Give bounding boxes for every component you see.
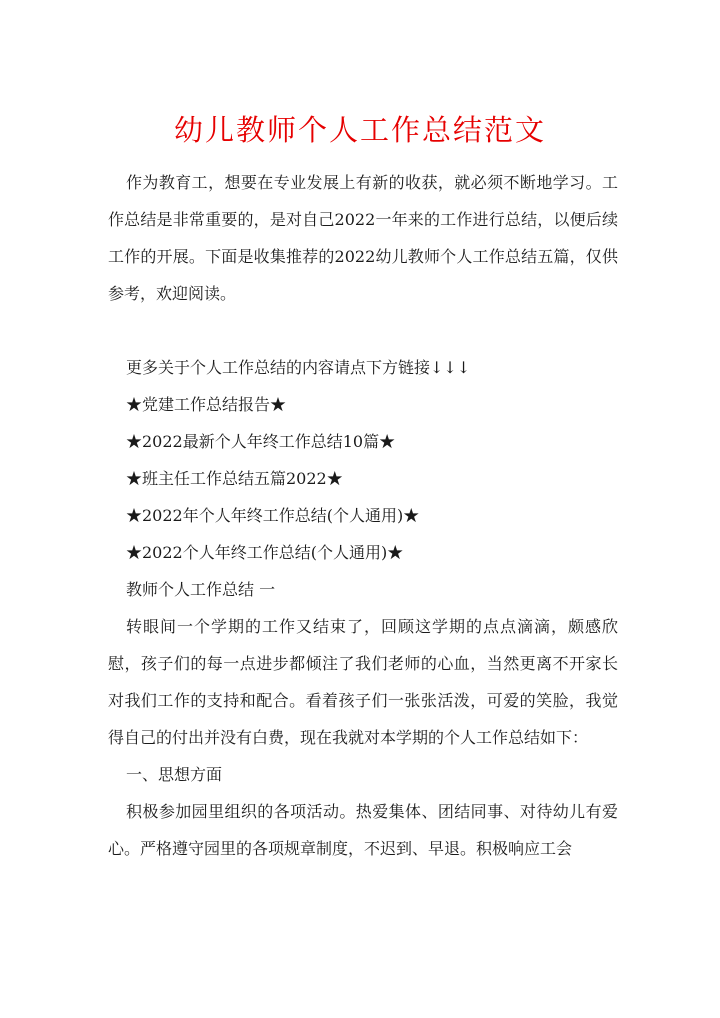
summary-paragraph: 转眼间一个学期的工作又结束了，回顾这学期的点点滴滴，颇感欣慰，孩子们的每一点进步都倾注了我们老师的心血，当然更离不开家长对我们工作的支持和配合。看着孩子们一张张活泼，可爱的笑脸，我觉得自己的付出并没有白费，现在我就对本学期的个人工作总结如下：	[108, 617, 618, 747]
link-year-end-general-1[interactable]: ★2022年个人年终工作总结(个人通用)★	[126, 506, 420, 525]
section-heading: 教师个人工作总结 一	[126, 580, 276, 599]
subheading-thought: 一、思想方面	[126, 765, 223, 784]
link-year-end-10[interactable]: ★2022最新个人年终工作总结10篇★	[126, 432, 396, 451]
link-year-end-general-2[interactable]: ★2022个人年终工作总结(个人通用)★	[126, 543, 404, 562]
link-party-report[interactable]: ★党建工作总结报告★	[126, 395, 287, 414]
more-links-prompt: 更多关于个人工作总结的内容请点下方链接↓↓↓	[126, 358, 471, 377]
blank-line	[108, 312, 618, 349]
document-title: 幼儿教师个人工作总结范文	[173, 113, 546, 147]
document-body	[108, 164, 618, 867]
thought-paragraph: 积极参加园里组织的各项活动。热爱集体、团结同事、对待幼儿有爱心。严格遵守园里的各项规章制度，不迟到、早退。积极响应工会	[108, 802, 618, 858]
intro-paragraph: 作为教育工，想要在专业发展上有新的收获，就必须不断地学习。工作总结是非常重要的，是对自己2022一年来的工作进行总结，以便后续工作的开展。下面是收集推荐的2022幼儿教师个人工作总结五篇，仅供参考，欢迎阅读。	[108, 173, 618, 303]
link-class-teacher[interactable]: ★班主任工作总结五篇2022★	[126, 469, 343, 488]
